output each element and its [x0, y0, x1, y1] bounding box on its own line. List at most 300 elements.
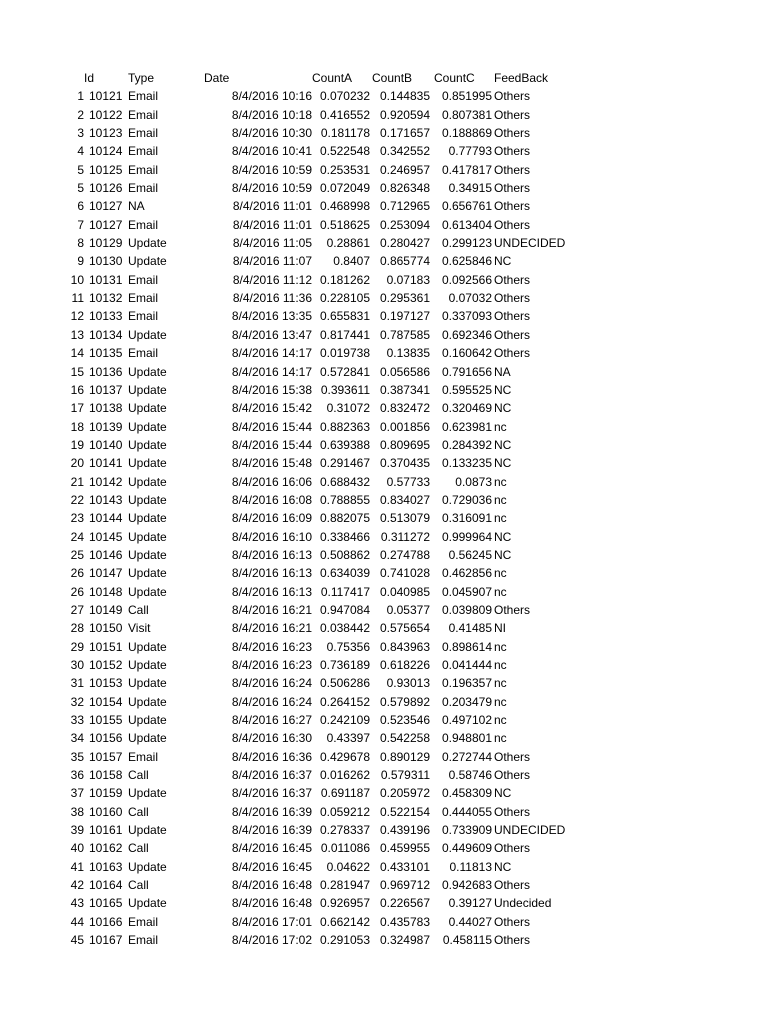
count-c-cell: 0.337093	[441, 309, 492, 324]
id-cell: 10158	[89, 768, 123, 783]
table-row	[0, 583, 768, 601]
count-c-cell: 0.692346	[441, 327, 492, 342]
row-index-cell: 40	[70, 841, 84, 856]
header-count-c: CountC	[434, 71, 475, 85]
type-cell: Email	[128, 126, 159, 141]
count-c-cell: 0.625846	[441, 254, 492, 269]
count-c-cell: 0.44027	[448, 914, 492, 929]
count-b-cell: 0.144835	[379, 89, 430, 104]
count-b-cell: 0.295361	[379, 291, 430, 306]
count-a-cell: 0.662142	[319, 914, 370, 929]
id-cell: 10143	[89, 492, 123, 507]
count-b-cell: 0.542258	[379, 731, 430, 746]
row-index-cell: 25	[70, 547, 84, 562]
feedback-cell: nc	[494, 639, 507, 654]
date-cell: 8/4/2016 16:36	[231, 749, 312, 764]
count-c-cell: 0.729036	[441, 492, 492, 507]
type-cell: Update	[128, 492, 167, 507]
feedback-cell: nc	[494, 658, 507, 672]
count-b-cell: 0.865774	[379, 254, 430, 269]
type-cell: Email	[128, 272, 159, 287]
id-cell: 10131	[89, 272, 123, 287]
count-b-cell: 0.890129	[379, 749, 430, 764]
count-b-cell: 0.920594	[379, 107, 430, 122]
id-cell: 10127	[89, 217, 123, 232]
type-cell: Update	[128, 896, 167, 911]
count-c-cell: 0.0873	[455, 474, 492, 489]
type-cell: Update	[128, 566, 167, 581]
count-c-cell: 0.11813	[449, 859, 492, 874]
count-b-cell: 0.253094	[379, 217, 430, 232]
count-a-cell: 0.882363	[319, 419, 370, 434]
count-b-cell: 0.832472	[379, 401, 430, 416]
date-cell: 8/4/2016 11:12	[232, 272, 312, 287]
id-cell: 10145	[89, 529, 123, 544]
count-a-cell: 0.506286	[319, 676, 370, 691]
feedback-cell: Undecided	[494, 896, 552, 911]
type-cell: Visit	[128, 621, 151, 636]
count-c-cell: 0.791656	[441, 364, 492, 379]
table-row	[0, 307, 768, 325]
feedback-cell: UNDECIDED	[494, 823, 566, 838]
type-cell: Email	[128, 749, 159, 764]
date-cell: 8/4/2016 16:13	[231, 547, 312, 562]
id-cell: 10135	[89, 346, 123, 361]
count-b-cell: 0.387341	[379, 382, 430, 397]
row-index-cell: 3	[77, 126, 84, 141]
row-index-cell: 30	[70, 658, 84, 672]
count-a-cell: 0.011086	[320, 841, 370, 856]
type-cell: Update	[128, 382, 167, 397]
count-c-cell: 0.196357	[441, 676, 492, 691]
feedback-cell: Others	[494, 749, 531, 764]
row-index-cell: 16	[70, 382, 84, 397]
date-cell: 8/4/2016 10:41	[231, 144, 312, 159]
table-row	[0, 344, 768, 362]
count-b-cell: 0.513079	[379, 511, 430, 526]
date-cell: 8/4/2016 17:01	[231, 914, 312, 929]
id-cell: 10149	[89, 602, 123, 617]
row-index-cell: 4	[77, 144, 84, 159]
feedback-cell: Others	[494, 346, 531, 361]
id-cell: 10155	[89, 713, 123, 728]
row-index-cell: 33	[70, 713, 84, 728]
count-b-cell: 0.226567	[379, 896, 430, 911]
id-cell: 10167	[89, 933, 123, 948]
count-a-cell: 0.117417	[320, 584, 370, 599]
row-index-cell: 5	[77, 162, 84, 177]
date-cell: 8/4/2016 11:01	[232, 217, 312, 232]
row-index-cell: 12	[70, 309, 84, 324]
count-c-cell: 0.188869	[441, 126, 492, 141]
count-b-cell: 0.280427	[379, 236, 430, 251]
feedback-cell: NC	[494, 382, 512, 397]
type-cell: Email	[128, 291, 159, 306]
count-c-cell: 0.462856	[441, 566, 492, 581]
count-c-cell: 0.092566	[441, 272, 492, 287]
header-count-a: CountA	[312, 71, 353, 85]
count-b-cell: 0.274788	[379, 547, 430, 562]
type-cell: Call	[128, 841, 149, 856]
count-c-cell: 0.449609	[441, 841, 492, 856]
date-cell: 8/4/2016 11:36	[232, 291, 312, 306]
table-row	[0, 528, 768, 546]
row-index-cell: 1	[77, 89, 84, 104]
count-b-cell: 0.575654	[379, 621, 430, 636]
date-cell: 8/4/2016 16:13	[231, 566, 312, 581]
date-cell: 8/4/2016 16:06	[231, 474, 312, 489]
count-b-cell: 0.056586	[379, 364, 430, 379]
date-cell: 8/4/2016 10:59	[231, 162, 312, 177]
count-a-cell: 0.072049	[319, 181, 370, 196]
count-a-cell: 0.572841	[319, 364, 370, 379]
date-cell: 8/4/2016 16:09	[231, 511, 312, 526]
table-row	[0, 252, 768, 270]
table-row	[0, 418, 768, 436]
type-cell: Update	[128, 713, 167, 728]
date-cell: 8/4/2016 16:45	[231, 841, 312, 856]
table-row	[0, 638, 768, 656]
count-c-cell: 0.039809	[441, 602, 492, 617]
count-b-cell: 0.435783	[379, 914, 430, 929]
table-row	[0, 87, 768, 105]
feedback-cell: nc	[494, 511, 507, 526]
id-cell: 10163	[89, 859, 123, 874]
feedback-cell: Others	[494, 914, 531, 929]
count-c-cell: 0.458309	[441, 786, 492, 801]
count-a-cell: 0.038442	[319, 621, 370, 636]
row-index-cell: 17	[70, 401, 84, 416]
feedback-cell: Others	[494, 181, 531, 196]
table-row	[0, 619, 768, 637]
table-row	[0, 473, 768, 491]
table-row	[0, 803, 768, 821]
table-row	[0, 894, 768, 912]
count-b-cell: 0.197127	[379, 309, 430, 324]
table-row	[0, 436, 768, 454]
table-row	[0, 913, 768, 931]
table-row	[0, 142, 768, 160]
table-row	[0, 289, 768, 307]
table-row	[0, 693, 768, 711]
count-b-cell: 0.311272	[380, 529, 430, 544]
count-c-cell: 0.316091	[441, 511, 492, 526]
count-c-cell: 0.851995	[441, 89, 492, 104]
type-cell: Update	[128, 584, 167, 599]
type-cell: Update	[128, 639, 167, 654]
count-a-cell: 0.393611	[320, 382, 370, 397]
type-cell: Call	[128, 602, 149, 617]
feedback-cell: UNDECIDED	[494, 236, 566, 251]
feedback-cell: Others	[494, 602, 531, 617]
feedback-cell: NC	[494, 437, 512, 452]
type-cell: Update	[128, 511, 167, 526]
count-b-cell: 0.618226	[379, 658, 430, 672]
type-cell: Update	[128, 823, 167, 838]
count-c-cell: 0.733909	[441, 823, 492, 838]
feedback-cell: Others	[494, 878, 531, 893]
row-index-cell: 34	[70, 731, 84, 746]
id-cell: 10126	[89, 181, 123, 196]
date-cell: 8/4/2016 14:17	[231, 346, 312, 361]
id-cell: 10166	[89, 914, 123, 929]
count-b-cell: 0.040985	[379, 584, 430, 599]
count-a-cell: 0.817441	[319, 327, 370, 342]
date-cell: 8/4/2016 10:59	[231, 181, 312, 196]
row-index-cell: 44	[70, 914, 84, 929]
table-row	[0, 858, 768, 876]
row-index-cell: 35	[70, 749, 84, 764]
feedback-cell: NC	[494, 547, 512, 562]
count-c-cell: 0.942683	[441, 878, 492, 893]
row-index-cell: 20	[70, 456, 84, 471]
id-cell: 10133	[89, 309, 123, 324]
date-cell: 8/4/2016 16:21	[231, 602, 312, 617]
count-a-cell: 0.28861	[326, 236, 370, 251]
count-a-cell: 0.264152	[319, 694, 370, 709]
row-index-cell: 15	[70, 364, 84, 379]
row-index-cell: 7	[77, 217, 84, 232]
id-cell: 10150	[89, 621, 123, 636]
feedback-cell: Others	[494, 309, 531, 324]
type-cell: NA	[128, 199, 145, 214]
count-c-cell: 0.458115	[442, 933, 492, 948]
type-cell: Email	[128, 914, 159, 929]
id-cell: 10156	[89, 731, 123, 746]
count-c-cell: 0.417817	[441, 162, 492, 177]
id-cell: 10127	[89, 199, 123, 214]
count-a-cell: 0.416552	[319, 107, 370, 122]
type-cell: Email	[128, 309, 159, 324]
count-c-cell: 0.133235	[441, 456, 492, 471]
type-cell: Update	[128, 474, 167, 489]
count-a-cell: 0.04622	[326, 859, 370, 874]
count-a-cell: 0.736189	[319, 658, 370, 672]
feedback-cell: Others	[494, 841, 531, 856]
type-cell: Update	[128, 437, 167, 452]
table-row	[0, 509, 768, 527]
type-cell: Update	[128, 529, 167, 544]
feedback-cell: NC	[494, 529, 512, 544]
feedback-cell: Others	[494, 199, 531, 214]
id-cell: 10148	[89, 584, 123, 599]
row-index-cell: 8	[77, 236, 84, 251]
type-cell: Email	[128, 217, 159, 232]
date-cell: 8/4/2016 16:30	[231, 731, 312, 746]
id-cell: 10159	[89, 786, 123, 801]
count-a-cell: 0.019738	[319, 346, 370, 361]
date-cell: 8/4/2016 11:01	[232, 199, 312, 214]
table-row	[0, 216, 768, 234]
table-row	[0, 546, 768, 564]
count-a-cell: 0.947084	[319, 602, 370, 617]
date-cell: 8/4/2016 16:08	[231, 492, 312, 507]
type-cell: Email	[128, 107, 159, 122]
type-cell: Update	[128, 694, 167, 709]
type-cell: Call	[128, 768, 149, 783]
count-c-cell: 0.613404	[441, 217, 492, 232]
count-a-cell: 0.181262	[319, 272, 370, 287]
table-row	[0, 839, 768, 857]
count-c-cell: 0.999964	[441, 529, 492, 544]
count-a-cell: 0.8407	[333, 254, 370, 269]
type-cell: Update	[128, 327, 167, 342]
count-c-cell: 0.656761	[441, 199, 492, 214]
id-cell: 10157	[89, 749, 123, 764]
type-cell: Update	[128, 364, 167, 379]
feedback-cell: NC	[494, 859, 512, 874]
id-cell: 10124	[89, 144, 123, 159]
feedback-cell: Others	[494, 126, 531, 141]
count-c-cell: 0.898614	[441, 639, 492, 654]
id-cell: 10132	[89, 291, 123, 306]
count-b-cell: 0.826348	[379, 181, 430, 196]
row-index-cell: 31	[70, 676, 84, 691]
feedback-cell: Others	[494, 804, 531, 819]
row-index-cell: 28	[70, 621, 84, 636]
table-row	[0, 876, 768, 894]
feedback-cell: nc	[494, 694, 507, 709]
date-cell: 8/4/2016 16:39	[231, 823, 312, 838]
count-b-cell: 0.13835	[386, 346, 430, 361]
row-index-cell: 39	[70, 823, 84, 838]
id-cell: 10136	[89, 364, 123, 379]
date-cell: 8/4/2016 16:10	[231, 529, 312, 544]
count-c-cell: 0.160642	[441, 346, 492, 361]
count-b-cell: 0.342552	[379, 144, 430, 159]
type-cell: Email	[128, 144, 159, 159]
date-cell: 8/4/2016 15:44	[231, 437, 312, 452]
count-a-cell: 0.508862	[319, 547, 370, 562]
feedback-cell: nc	[494, 492, 507, 507]
table-row	[0, 381, 768, 399]
row-index-cell: 22	[70, 492, 84, 507]
date-cell: 8/4/2016 16:45	[231, 859, 312, 874]
table-row	[0, 271, 768, 289]
date-cell: 8/4/2016 16:21	[231, 621, 312, 636]
count-b-cell: 0.439196	[379, 823, 430, 838]
count-c-cell: 0.56245	[448, 547, 492, 562]
count-b-cell: 0.809695	[379, 437, 430, 452]
count-b-cell: 0.433101	[379, 859, 430, 874]
feedback-cell: nc	[494, 566, 507, 581]
count-b-cell: 0.741028	[379, 566, 430, 581]
count-c-cell: 0.58746	[448, 768, 492, 783]
count-b-cell: 0.523546	[379, 713, 430, 728]
table-row	[0, 197, 768, 215]
row-index-cell: 5	[77, 181, 84, 196]
table-row	[0, 454, 768, 472]
count-b-cell: 0.712965	[379, 199, 430, 214]
count-a-cell: 0.688432	[319, 474, 370, 489]
count-c-cell: 0.041444	[441, 658, 492, 672]
count-c-cell: 0.948801	[441, 731, 492, 746]
row-index-cell: 29	[70, 639, 84, 654]
type-cell: Update	[128, 658, 167, 672]
id-cell: 10144	[89, 511, 123, 526]
date-cell: 8/4/2016 13:35	[231, 309, 312, 324]
count-c-cell: 0.444055	[441, 804, 492, 819]
count-a-cell: 0.882075	[319, 511, 370, 526]
type-cell: Update	[128, 401, 167, 416]
date-cell: 8/4/2016 16:48	[231, 878, 312, 893]
header-date: Date	[204, 71, 230, 85]
count-b-cell: 0.834027	[379, 492, 430, 507]
count-a-cell: 0.522548	[319, 144, 370, 159]
table-row	[0, 656, 768, 674]
feedback-cell: Others	[494, 89, 531, 104]
date-cell: 8/4/2016 11:07	[232, 254, 312, 269]
table-row	[0, 601, 768, 619]
header-row	[0, 69, 768, 87]
count-a-cell: 0.291053	[319, 933, 370, 948]
id-cell: 10122	[89, 107, 123, 122]
id-cell: 10137	[89, 382, 123, 397]
id-cell: 10152	[89, 658, 123, 672]
date-cell: 8/4/2016 16:23	[231, 639, 312, 654]
id-cell: 10146	[89, 547, 123, 562]
date-cell: 8/4/2016 16:39	[231, 804, 312, 819]
count-a-cell: 0.639388	[319, 437, 370, 452]
count-a-cell: 0.75356	[326, 639, 370, 654]
count-a-cell: 0.278337	[319, 823, 370, 838]
type-cell: Update	[128, 254, 167, 269]
count-b-cell: 0.843963	[379, 639, 430, 654]
count-b-cell: 0.522154	[379, 804, 430, 819]
type-cell: Update	[128, 676, 167, 691]
date-cell: 8/4/2016 10:16	[231, 89, 312, 104]
count-a-cell: 0.31072	[326, 401, 370, 416]
date-cell: 8/4/2016 15:44	[231, 419, 312, 434]
count-b-cell: 0.05377	[386, 602, 430, 617]
row-index-cell: 14	[70, 346, 84, 361]
id-cell: 10130	[89, 254, 123, 269]
header-type: Type	[128, 71, 155, 85]
feedback-cell: Others	[494, 217, 531, 232]
type-cell: Email	[128, 346, 159, 361]
count-b-cell: 0.246957	[379, 162, 430, 177]
count-a-cell: 0.070232	[319, 89, 370, 104]
type-cell: Update	[128, 731, 167, 746]
id-cell: 10138	[89, 401, 123, 416]
table-row	[0, 711, 768, 729]
count-b-cell: 0.001856	[379, 419, 430, 434]
table-row	[0, 326, 768, 344]
count-c-cell: 0.807381	[441, 107, 492, 122]
feedback-cell: NI	[494, 621, 506, 636]
type-cell: Email	[128, 162, 159, 177]
count-a-cell: 0.429678	[319, 749, 370, 764]
table-row	[0, 821, 768, 839]
count-a-cell: 0.228105	[319, 291, 370, 306]
count-c-cell: 0.41485	[448, 621, 492, 636]
id-cell: 10140	[89, 437, 123, 452]
count-b-cell: 0.205972	[379, 786, 430, 801]
count-b-cell: 0.07183	[386, 272, 430, 287]
row-index-cell: 45	[70, 933, 84, 948]
type-cell: Update	[128, 859, 167, 874]
row-index-cell: 9	[77, 254, 84, 269]
type-cell: Email	[128, 933, 159, 948]
count-c-cell: 0.272744	[441, 749, 492, 764]
count-a-cell: 0.655831	[319, 309, 370, 324]
count-b-cell: 0.579311	[380, 768, 430, 783]
feedback-cell: nc	[494, 676, 507, 691]
count-c-cell: 0.045907	[441, 584, 492, 599]
table-row	[0, 161, 768, 179]
row-index-cell: 24	[70, 529, 84, 544]
id-cell: 10141	[89, 456, 123, 471]
